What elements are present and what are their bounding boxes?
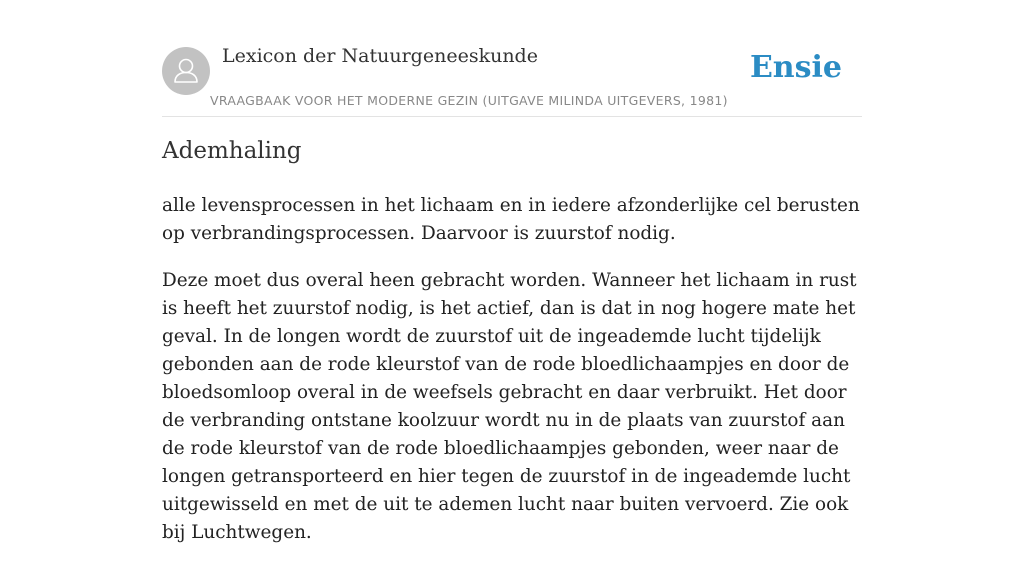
article-body	[162, 192, 862, 566]
article-paragraph: alle levensprocessen in het lichaam en in iedere afzonderlijke cel berusten op verbrandingsprocessen. Daarvoor is zuurstof nodig.	[162, 195, 860, 244]
avatar[interactable]	[162, 47, 210, 95]
source-title[interactable]: Lexicon der Natuurgeneeskunde	[222, 45, 538, 67]
user-silhouette-icon	[162, 47, 210, 95]
brand-logo[interactable]: Ensie	[749, 50, 842, 85]
source-header	[162, 0, 862, 117]
article-paragraph: Deze moet dus overal heen gebracht worden. Wanneer het lichaam in rust is heeft het zuurstof nodig, is het actief, dan is dat in nog hogere mate het geval. In de longen wordt de zuurstof uit de ingeademde lucht tijdelijk gebonden aan de rode kleurstof van de rode bloedlichaampjes en door de bloedsomloop overal in de weefsels gebracht en daar verbruikt. Het door de verbranding ontstane koolzuur wordt nu in de plaats van zuurstof aan de rode kleurstof van de rode bloedlichaampjes gebonden, weer naar de longen getransporteerd en hier tegen de zuurstof in de ingeademde lucht uitgewisseld en met de uit te ademen lucht naar buiten vervoerd. Zie ook bij Luchtwegen.	[162, 270, 857, 543]
content-container	[162, 0, 862, 543]
source-subtitle: VRAAGBAAK VOOR HET MODERNE GEZIN (UITGAVE MILINDA UITGEVERS, 1981)	[210, 93, 728, 108]
article-title: Ademhaling	[162, 138, 302, 164]
